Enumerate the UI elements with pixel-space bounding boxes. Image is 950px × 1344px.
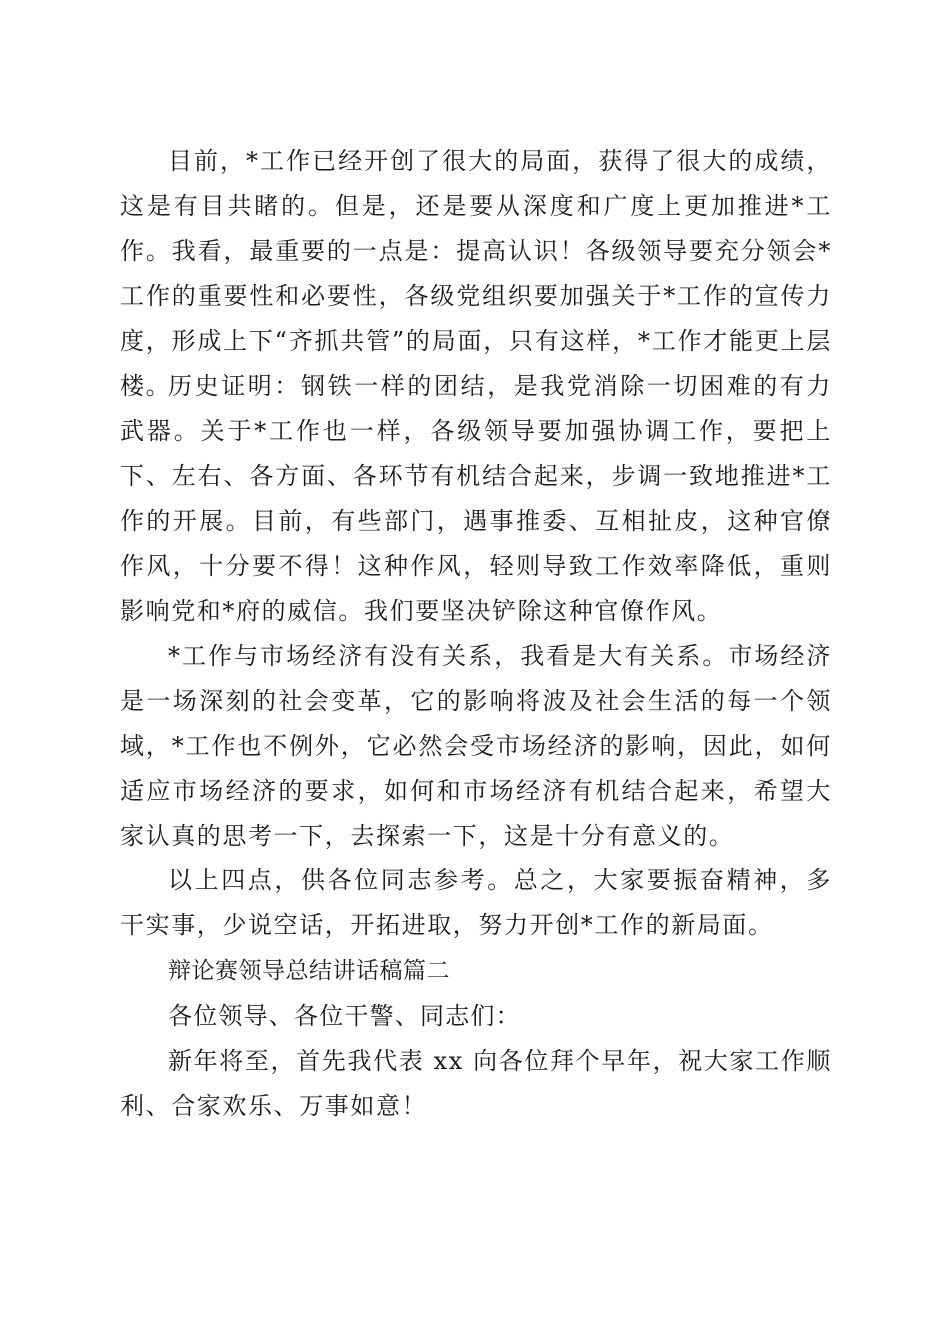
paragraph-raise-awareness: 目前，*工作已经开创了很大的局面，获得了很大的成绩，这是有目共睹的。但是，还是要从深度和广度上更加推进*工作。我看，最重要的一点是：提高认识！各级领导要充分领会*工作的重要性和必要性，各级党组织要加强关于*工作的宣传力度，形成上下“齐抓共管”的局面，只有这样，*工作才能更上层楼。 <box>120 147 832 400</box>
paragraph-new-year-greeting: 新年将至，首先我代表 xx 向各位拜个早年，祝大家工作顺利、合家欢乐、万事如意！ <box>120 1047 832 1120</box>
paragraph-unity-coordination: 历史证明：钢铁一样的团结，是我党消除一切困难的有力武器。关于*工作也一样，各级领导要加强协调工作，要把上下、左右、各方面、各环节有机结合起来，步调一致地推进*工作的开展。目前，有些部门，遇事推委、互相扯皮，这种官僚作风，十分要不得！这种作风，轻则导致工作效率降低，重则影响党和*府的威信。我们要坚决铲除这种官僚作风。 <box>120 372 832 625</box>
salutation: 各位领导、各位干警、同志们： <box>168 1002 521 1030</box>
paragraph-conclusion: 以上四点，供各位同志参考。总之，大家要振奋精神，多干实事，少说空话，开拓进取，努力开创*工作的新局面。 <box>120 866 832 939</box>
section-heading: 辩论赛领导总结讲话稿篇二 <box>168 958 450 984</box>
paragraph-market-economy: *工作与市场经济有没有关系，我看是大有关系。市场经济是一场深刻的社会变革，它的影响将波及社会生活的每一个领域，*工作也不例外，它必然会受市场经济的影响，因此，如何适应市场经济的要求，如何和市场经济有机结合起来，希望大家认真的思考一下，去探索一下，这是十分有意义的。 <box>120 642 832 850</box>
